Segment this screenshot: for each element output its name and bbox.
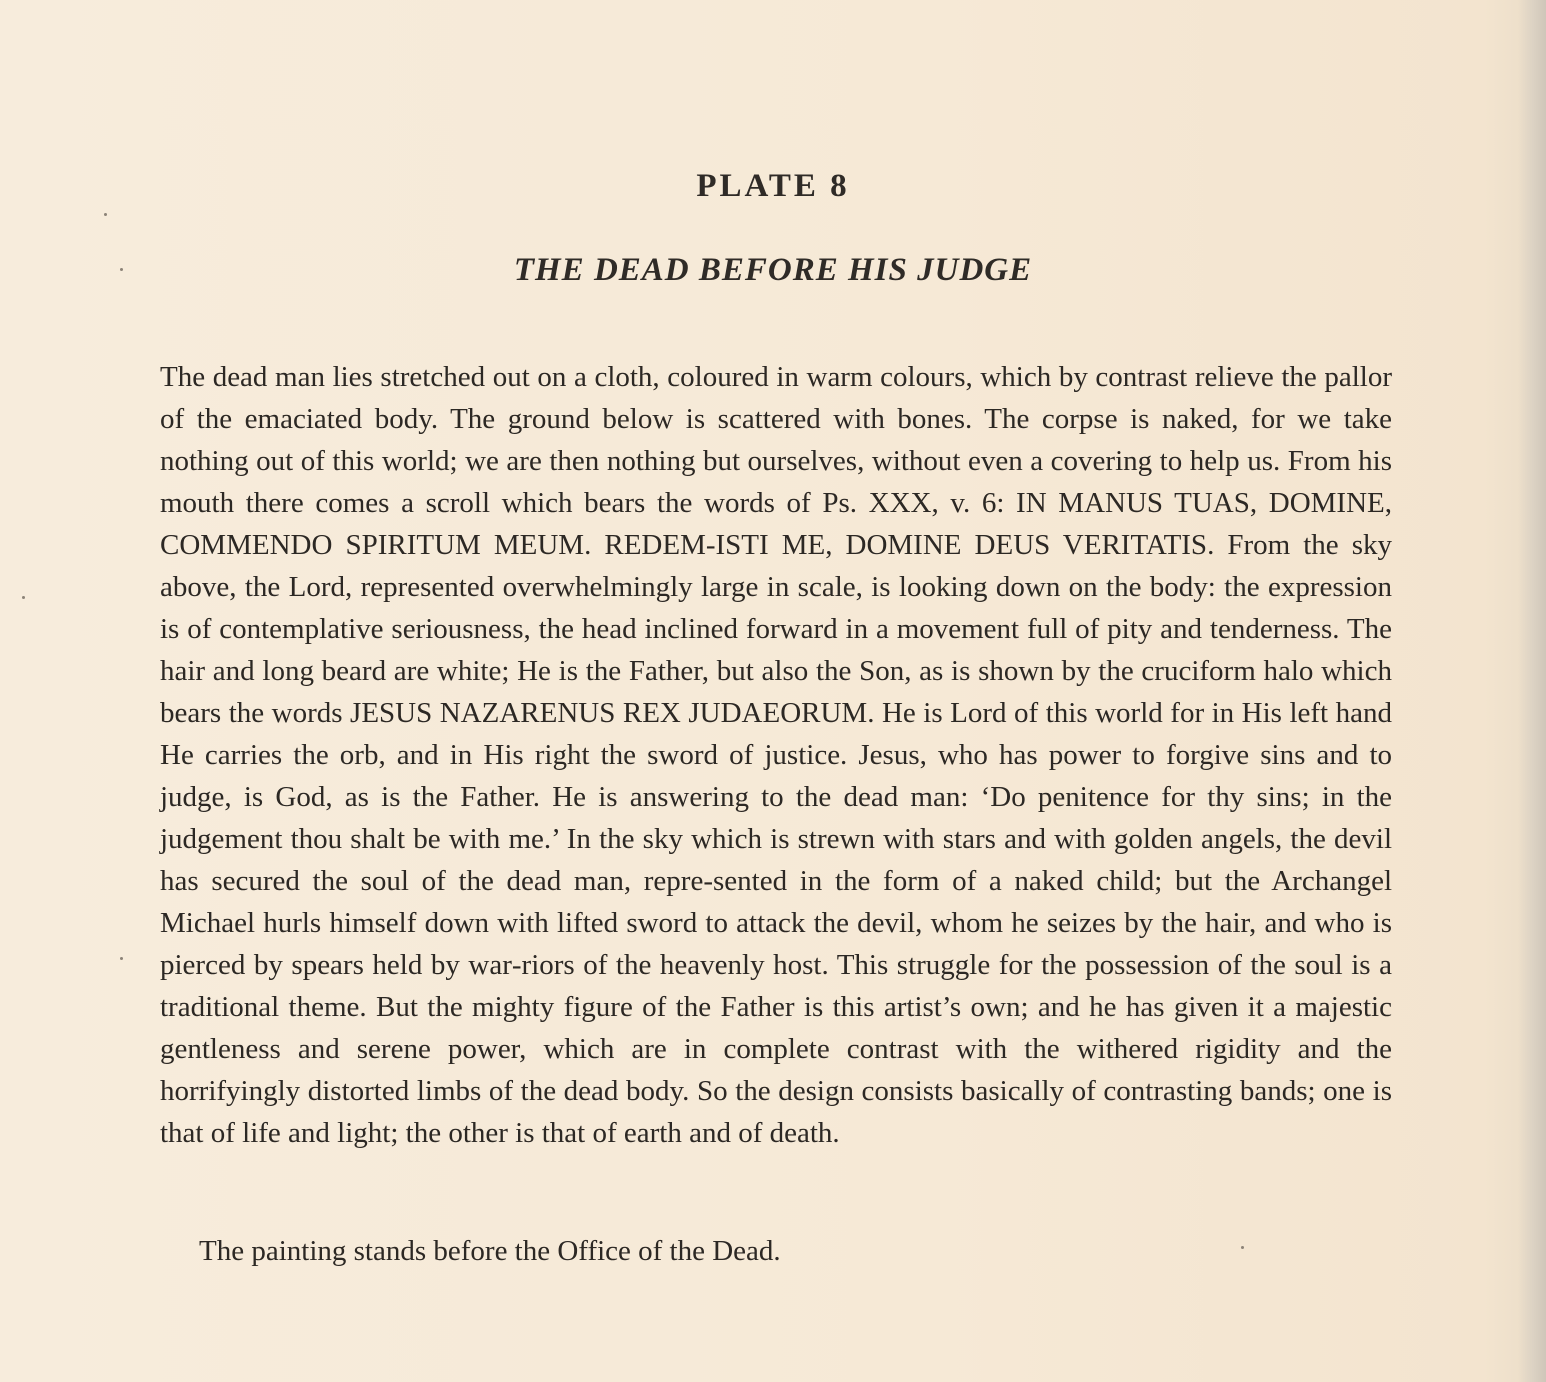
paper-speck: [22, 596, 25, 599]
description-paragraph: The dead man lies stretched out on a cloth, coloured in warm colours, which by contrast relieve the pallor of the emaciated body. The ground below is scattered with bones. The corpse is naked, for we take nothing out of this world; we are then nothing but ourselves, without even a covering to help us. From his mouth there comes a scroll which bears the words of Ps. XXX, v. 6: IN MANUS TUAS, DOMINE, COMMENDO SPIRITUM MEUM. REDEM‑ISTI ME, DOMINE DEUS VERITATIS. From the sky above, the Lord, represented overwhelmingly large in scale, is looking down on the body: the expression is of contemplative seriousness, the head inclined forward in a movement full of pity and tenderness. The hair and long beard are white; He is the Father, but also the Son, as is shown by the cruciform halo which bears the words JESUS NAZARENUS REX JUDAEORUM. He is Lord of this world for in His left hand He carries the orb, and in His right the sword of justice. Jesus, who has power to forgive sins and to judge, is God, as is the Father. He is answering to the dead man: ‘Do penitence for thy sins; in the judgement thou shalt be with me.’ In the sky which is strewn with stars and with golden angels, the devil has secured the soul of the dead man, repre‑sented in the form of a naked child; but the Archangel Michael hurls himself down with lifted sword to attack the devil, whom he seizes by the hair, and who is pierced by spears held by war‑riors of the heavenly host. This struggle for the possession of the soul is a traditional theme. But the mighty figure of the Father is this artist’s own; and he has given it a majestic gentleness and serene power, which are in complete contrast with the withered rigidity and the horrifyingly distorted limbs of the dead body. So the design consists basically of contrasting bands; one is that of life and light; the other is that of earth and of death.: [160, 361, 1392, 1149]
paper-speck: [104, 213, 107, 216]
plate-number-heading: PLATE 8: [696, 168, 850, 204]
page-edge-shadow: [1518, 0, 1546, 1382]
paper-speck: [120, 957, 123, 960]
closing-paragraph: The painting stands before the Office of the Dead.: [199, 1235, 781, 1267]
plate-title: THE DEAD BEFORE HIS JUDGE: [513, 252, 1033, 288]
